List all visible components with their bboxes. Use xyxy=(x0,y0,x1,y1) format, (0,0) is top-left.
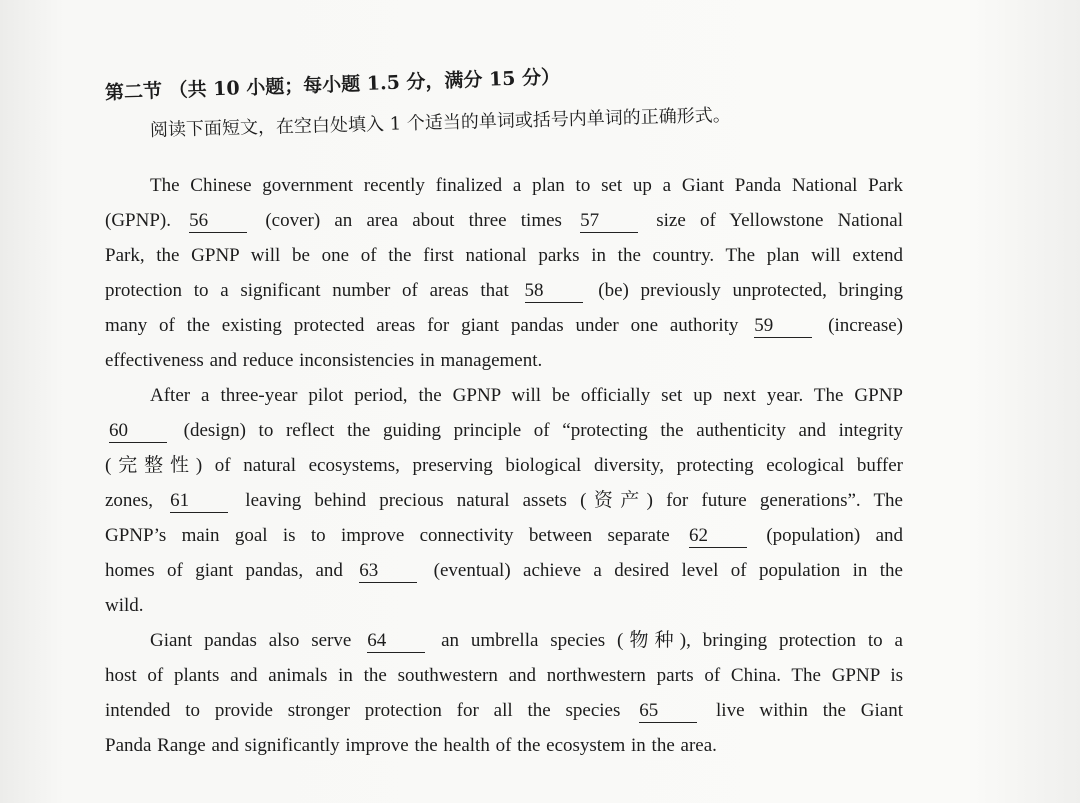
answer-blank: 56 xyxy=(189,210,247,233)
answer-blank: 65 xyxy=(639,700,697,723)
answer-blank: 62 xyxy=(689,525,747,548)
text-line xyxy=(105,343,903,378)
text-segment: homes of giant pandas, and xyxy=(105,560,356,581)
text-segment: (eventual) achieve a desired level of population in the xyxy=(421,560,903,581)
text-line xyxy=(105,413,903,448)
passage xyxy=(105,168,903,763)
text-line xyxy=(105,448,903,483)
paragraph xyxy=(105,168,903,378)
text-segment: intended to provide stronger protection for all the species xyxy=(105,700,636,721)
text-segment: (population) and xyxy=(751,525,904,546)
text-segment: (GPNP). xyxy=(105,210,186,231)
text-segment: Panda Range and significantly improve the health of the ecosystem in the area. xyxy=(105,735,717,756)
text-segment: (be) previously unprotected, bringing xyxy=(586,280,903,301)
answer-blank: 60 xyxy=(109,420,167,443)
answer-blank: 61 xyxy=(170,490,228,513)
answer-blank: 58 xyxy=(525,280,583,303)
text-segment: wild. xyxy=(105,595,144,616)
text-segment: GPNP’s main goal is to improve connectivity between separate xyxy=(105,525,686,546)
answer-blank: 63 xyxy=(359,560,417,583)
text-line xyxy=(105,728,903,763)
text-segment: an umbrella species (物种), bringing protection to a xyxy=(429,630,903,651)
text-segment: Park, the GPNP will be one of the first national parks in the country. The plan will extend xyxy=(105,245,903,266)
text-segment: After a three-year pilot period, the GPNP will be officially set up next year. The GPNP xyxy=(150,385,903,406)
text-line xyxy=(105,378,903,413)
text-line xyxy=(105,238,903,273)
answer-blank: 59 xyxy=(754,315,812,338)
text-segment: zones, xyxy=(105,490,167,511)
text-segment: size of Yellowstone National xyxy=(642,210,903,231)
text-segment: Giant pandas also serve xyxy=(150,630,364,651)
text-segment: effectiveness and reduce inconsistencies in management. xyxy=(105,350,543,371)
text-line xyxy=(105,693,903,728)
text-line xyxy=(105,623,903,658)
text-segment: (完整性) of natural ecosystems, preserving biological diversity, protecting ecological buffer xyxy=(105,455,903,476)
text-segment: The Chinese government recently finalized a plan to set up a Giant Panda National Park xyxy=(150,175,903,196)
section-header: 第二节 （共 10 小题；每小题 1.5 分，满分 15 分） xyxy=(104,66,561,104)
text-segment: (increase) xyxy=(816,315,903,336)
text-segment: protection to a significant number of areas that xyxy=(105,280,521,301)
text-line xyxy=(105,658,903,693)
instructions: 阅读下面短文，在空白处填入 1 个适当的单词或括号内单词的正确形式。 xyxy=(149,104,732,141)
text-segment: host of plants and animals in the southwestern and northwestern parts of China. The GPNP is xyxy=(105,665,903,686)
text-line xyxy=(105,553,903,588)
text-segment: (design) to reflect the guiding principle of “protecting the authenticity and integrity xyxy=(171,420,903,441)
text-line xyxy=(105,518,903,553)
text-line xyxy=(105,308,903,343)
text-segment: (cover) an area about three times xyxy=(251,210,577,231)
text-line xyxy=(105,203,903,238)
text-line xyxy=(105,273,903,308)
text-segment: many of the existing protected areas for giant pandas under one authority xyxy=(105,315,751,336)
answer-blank: 64 xyxy=(367,630,425,653)
text-segment: live within the Giant xyxy=(701,700,903,721)
answer-blank: 57 xyxy=(580,210,638,233)
text-line xyxy=(105,168,903,203)
paragraph xyxy=(105,378,903,623)
paragraph xyxy=(105,623,903,763)
text-line xyxy=(105,483,903,518)
text-segment: leaving behind precious natural assets (资产) for future generations”. The xyxy=(232,490,903,511)
text-line xyxy=(105,588,903,623)
